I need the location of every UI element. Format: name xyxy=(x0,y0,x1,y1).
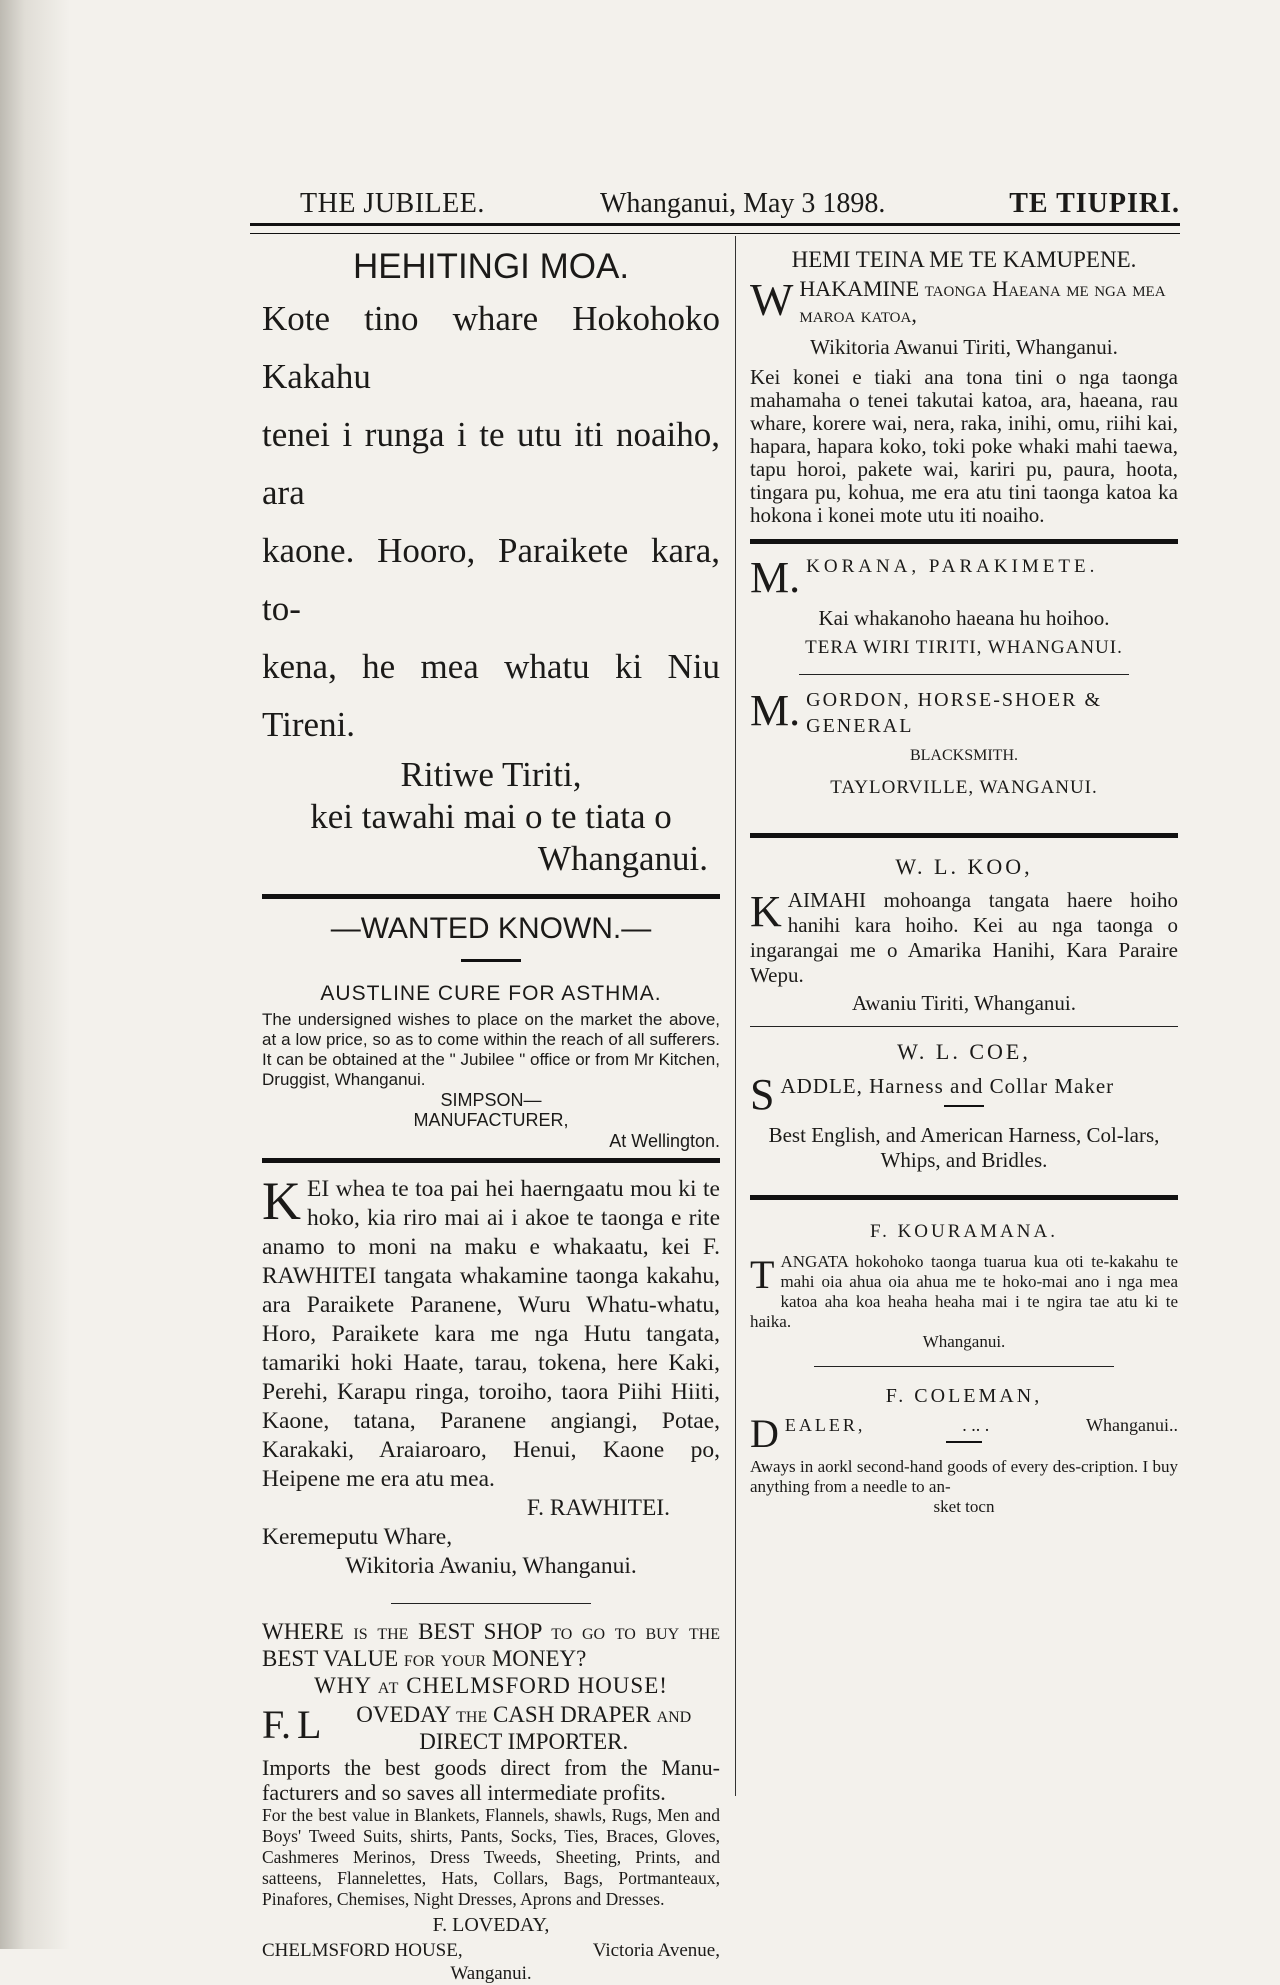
ad-line: Ritiwe Tiriti, xyxy=(400,755,582,794)
divider-rule xyxy=(750,1026,1178,1027)
drop-cap: L xyxy=(297,1702,322,1747)
ad-loveday xyxy=(262,1618,720,1985)
ad-body: AIMAHI mohoanga tangata haere hoiho hanihi kara hoiho. Kei au nga taonga o ingarangai me o Amarika Hanihi, Kara Paraire Wepu. xyxy=(750,888,1178,987)
ad-body: Best English, and American Harness, Col-lars, Whips, and Bridles. xyxy=(768,1123,1160,1172)
ad-title: OVEDAY the CASH DRAPER and DIRECT IMPORTER. xyxy=(356,1702,692,1754)
ad-trade: BLACKSMITH. xyxy=(909,747,1018,764)
masthead-title-maori: TE TIUPIRI. xyxy=(1009,188,1180,219)
ad-gordon xyxy=(750,687,1178,807)
ad-name: KORANA, PARAKIMETE. xyxy=(806,556,1099,577)
ad-coleman xyxy=(750,1383,1178,1517)
ad-signature: MANUFACTURER, xyxy=(413,1110,569,1130)
drop-cap: K xyxy=(262,1171,301,1231)
ad-heading: HEHITINGI MOA. xyxy=(352,247,630,286)
ad-address: Victoria Avenue, xyxy=(592,1940,720,1961)
divider-rule xyxy=(391,1603,591,1604)
drop-cap: W xyxy=(750,276,794,325)
ad-signature: SIMPSON— xyxy=(440,1090,542,1110)
drop-cap: F. xyxy=(262,1702,292,1747)
divider-rule xyxy=(750,539,1178,544)
ad-line: Whanganui. xyxy=(537,839,708,878)
ad-address: Whanganui. xyxy=(922,1332,1006,1351)
short-rule xyxy=(944,1105,984,1107)
ad-name: W. L. KOO, xyxy=(895,854,1033,879)
ad-signature: F. RAWHITEI. xyxy=(526,1495,670,1521)
ad-subheading: AUSTLINE CURE FOR ASTHMA. xyxy=(320,982,662,1005)
ad-line: kei tawahi mai o te tiata o xyxy=(310,797,672,836)
ad-hemi-teina xyxy=(750,244,1178,527)
scan-edge xyxy=(0,0,70,1949)
ad-kouramana xyxy=(750,1218,1178,1352)
ad-body: For the best value in Blankets, Flannels, shawls, Rugs, Men and Boys' Tweed Suits, shirts, Pants, Socks, Ties, Braces, Gloves, Cashmeres Merinos, Dress Tweeds, Sheeting, Prints, and satteens, Flannelettes, Hats, Collars, Bags, Portmanteaux, Pinafores, Chemises, Night Dresses, Aprons and Dresses. xyxy=(262,1805,720,1909)
ad-address: Wanganui. xyxy=(450,1963,532,1984)
ad-dots: . .. . xyxy=(962,1415,990,1435)
ad-town: Whanganui.. xyxy=(1086,1415,1178,1435)
ad-line: Kai whakanoho haeana hu hoihoo. xyxy=(818,606,1110,630)
drop-cap: S xyxy=(750,1071,775,1115)
ad-name: F. COLEMAN, xyxy=(885,1385,1043,1407)
ad-line: kena, he mea whatu ki Niu Tireni. xyxy=(262,647,720,744)
ad-body-tail: sket tocn xyxy=(933,1497,995,1516)
ad-body: EI whea te toa pai hei haerngaatu mou ki te hoko, kia riro mai ai i akoe te taonga e rite anamo to moni na maku e whakaatu, kei F. RAWHITEI tangata whakamine taonga kakahu, ara Paraikete Paranene, Wuru Whatu-whatu, Horo, Paraikete kara me nga Hutu tangata, tamariki hoki Haate, tarau, tokena, here Kaki, Perehi, Karapu ringa, toroiho, taora Piihi Hiiti, Kaone, tatana, Paranene angiangi, Potae, Karakaki, Araiaroaro, Henui, Kaone po, Heipene me era atu mea. xyxy=(262,1176,720,1492)
ad-body: Imports the best goods direct from the Manu-facturers and so saves all intermediate profits. xyxy=(262,1755,720,1805)
ad-coe xyxy=(750,1037,1178,1173)
short-rule xyxy=(461,959,521,962)
ad-question: WHERE is the BEST SHOP to go to buy the BEST VALUE for your MONEY? xyxy=(262,1619,720,1671)
drop-cap: D xyxy=(750,1411,779,1453)
divider-rule xyxy=(262,1158,720,1163)
ad-hehitingi xyxy=(262,244,720,880)
masthead-dateline: Whanganui, May 3 1898. xyxy=(600,188,886,219)
ad-address: TAYLORVILLE, WANGANUI. xyxy=(830,777,1098,798)
ad-intro: HAKAMINE taonga Haeana me nga mea maroa katoa, xyxy=(799,276,1166,327)
ad-wanted-known xyxy=(262,911,720,1152)
ad-address: TERA WIRI TIRITI, WHANGANUI. xyxy=(805,637,1123,658)
ad-name: F. KOURAMANA. xyxy=(870,1221,1058,1242)
ad-address: Wikitoria Awaniu, Whanganui. xyxy=(345,1553,637,1579)
drop-cap: T xyxy=(750,1252,775,1297)
column-divider xyxy=(735,236,736,1796)
ad-address: Keremeputu Whare, xyxy=(262,1524,453,1550)
ad-line: ADDLE, Harness and Collar Maker xyxy=(780,1074,1115,1098)
divider-rule xyxy=(750,1195,1178,1200)
ad-body: The undersigned wishes to place on the market the above, at a low price, so as to come within the reach of all sufferers. It can be obtained at the " Jubilee " office or from Mr Kitchen, Druggist, Whanganui. xyxy=(262,1010,720,1089)
drop-cap: M. xyxy=(750,554,801,598)
divider-rule xyxy=(814,1366,1114,1367)
masthead-rule xyxy=(250,223,1180,234)
ad-address: Wikitoria Awanui Tiriti, Whanganui. xyxy=(810,335,1118,359)
ad-korana xyxy=(750,554,1178,664)
ad-line: EALER, xyxy=(784,1415,866,1435)
ad-question: WHY at CHELMSFORD HOUSE! xyxy=(314,1673,668,1698)
ad-heading: HEMI TEINA ME TE KAMUPENE. xyxy=(791,247,1137,272)
drop-cap: M. xyxy=(750,687,801,735)
divider-rule xyxy=(799,674,1129,675)
ad-line: tenei i runga i te utu iti noaiho, ara xyxy=(262,415,720,512)
ad-heading: —WANTED KNOWN.— xyxy=(330,912,652,945)
ad-name: GORDON, HORSE-SHOER & GENERAL xyxy=(806,689,1103,737)
right-column xyxy=(750,240,1178,1517)
short-rule xyxy=(946,1441,982,1443)
ad-body: Aways in aorkl second-hand goods of every des-cription. I buy anything from a needle to an- xyxy=(750,1457,1178,1496)
ad-name: W. L. COE, xyxy=(897,1039,1031,1064)
ad-address: Awaniu Tiriti, Whanganui. xyxy=(851,991,1077,1015)
divider-rule xyxy=(750,833,1178,838)
ad-rawhitei xyxy=(262,1171,720,1581)
ad-signature: F. LOVEDAY, xyxy=(432,1914,550,1936)
masthead xyxy=(250,188,1180,224)
ad-body: Kei konei e tiaki ana tona tini o nga taonga mahamaha o tenei takutai katoa, ara, haeana, rau whare, korere wai, nera, raka, inihi, omu, riihi kai, hapara, hapara koko, toki poke whaki mahi taewa, tapu horoi, pakete wai, kariri pu, paura, hoota, tingara pu, kohua, me era atu tini taonga katoa ka hokona i konei mote utu iti noaiho. xyxy=(750,365,1178,527)
ad-koo xyxy=(750,852,1178,1018)
ad-line: kaone. Hooro, Paraikete kara, to- xyxy=(262,531,720,628)
drop-cap: K xyxy=(750,887,782,936)
ad-signature: At Wellington. xyxy=(609,1131,720,1151)
divider-rule xyxy=(262,894,720,899)
left-column xyxy=(262,240,720,1985)
ad-line: Kote tino whare Hokohoko Kakahu xyxy=(262,299,720,396)
ad-body: ANGATA hokohoko taonga tuarua kua oti te-kakahu te mahi oia ahua oia ahua me te hoko-mai ano i nga mea katoa aha koa heaha heaha mai i te ngira tae atu ki te haika. xyxy=(750,1252,1178,1331)
masthead-title-english: THE JUBILEE. xyxy=(300,188,485,219)
ad-address: CHELMSFORD HOUSE, xyxy=(262,1940,463,1961)
